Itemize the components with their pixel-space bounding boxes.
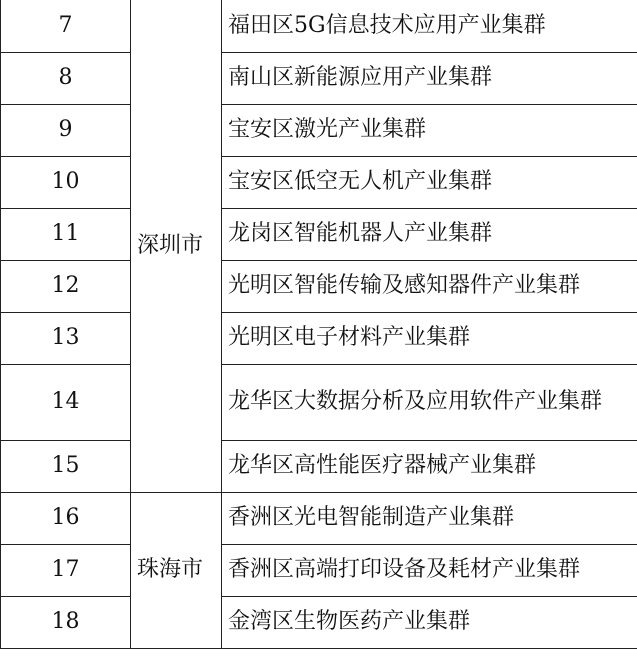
table-row xyxy=(1,312,637,364)
cluster-name: 金湾区生物医药产业集群 xyxy=(222,596,637,648)
row-number: 12 xyxy=(1,260,131,312)
table-row xyxy=(1,492,637,544)
table-row xyxy=(1,364,637,440)
row-number: 7 xyxy=(1,0,131,52)
cluster-name: 香洲区高端打印设备及耗材产业集群 xyxy=(222,544,637,596)
row-number: 15 xyxy=(1,440,131,492)
row-number: 18 xyxy=(1,596,131,648)
row-number: 11 xyxy=(1,208,131,260)
cluster-name: 光明区电子材料产业集群 xyxy=(222,312,637,364)
table-row xyxy=(1,156,637,208)
row-number: 13 xyxy=(1,312,131,364)
table-row xyxy=(1,440,637,492)
cluster-name: 龙华区高性能医疗器械产业集群 xyxy=(222,440,637,492)
cluster-name: 龙岗区智能机器人产业集群 xyxy=(222,208,637,260)
table-row xyxy=(1,260,637,312)
row-number: 14 xyxy=(1,364,131,440)
row-number: 8 xyxy=(1,52,131,104)
cluster-name: 光明区智能传输及感知器件产业集群 xyxy=(222,260,637,312)
row-number: 10 xyxy=(1,156,131,208)
cluster-name: 福田区5G信息技术应用产业集群 xyxy=(222,0,637,52)
cluster-name: 南山区新能源应用产业集群 xyxy=(222,52,637,104)
table-row xyxy=(1,544,637,596)
city-cell: 珠海市 xyxy=(131,492,222,648)
row-number: 16 xyxy=(1,492,131,544)
cluster-name: 香洲区光电智能制造产业集群 xyxy=(222,492,637,544)
table-row xyxy=(1,0,637,52)
table-row xyxy=(1,596,637,648)
city-cell: 深圳市 xyxy=(131,0,222,492)
table-row xyxy=(1,208,637,260)
table-row xyxy=(1,52,637,104)
cluster-name: 宝安区低空无人机产业集群 xyxy=(222,156,637,208)
table-row xyxy=(1,104,637,156)
cluster-name: 龙华区大数据分析及应用软件产业集群 xyxy=(222,364,637,440)
cluster-name: 宝安区激光产业集群 xyxy=(222,104,637,156)
row-number: 9 xyxy=(1,104,131,156)
row-number: 17 xyxy=(1,544,131,596)
